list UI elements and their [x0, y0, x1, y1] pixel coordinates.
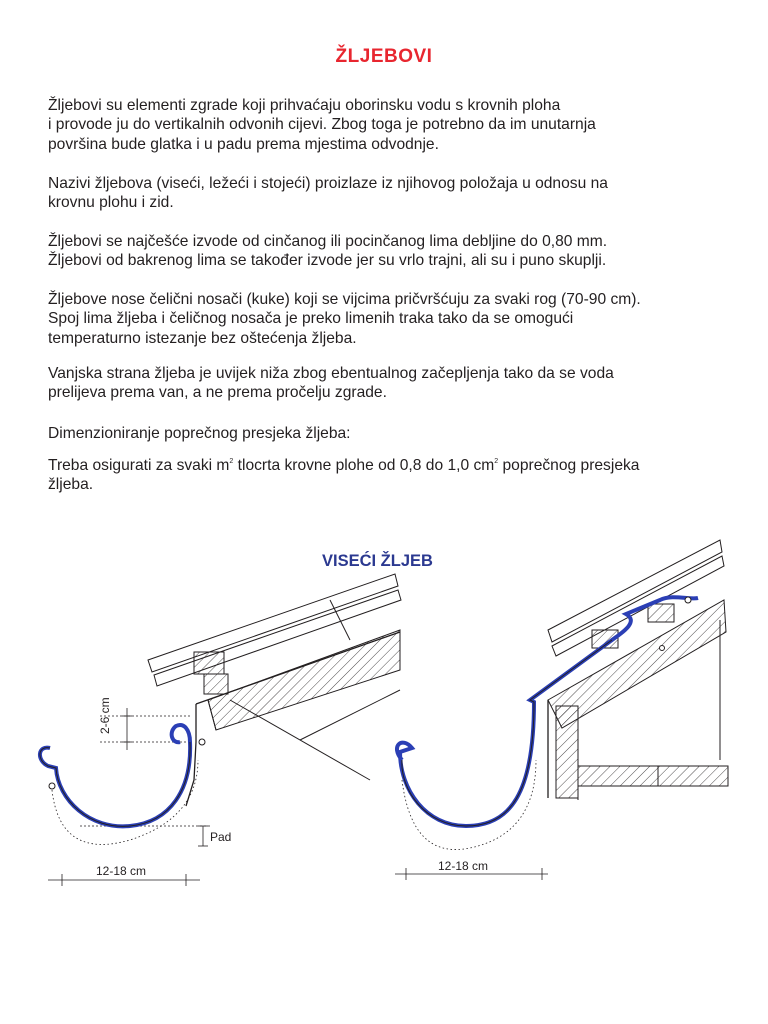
text-fragment: poprečnog presjeka — [498, 457, 640, 474]
paragraph-line: krovnu plohu i zid. — [48, 194, 174, 212]
paragraph-line: temperaturno istezanje bez oštećenja žljeba. — [48, 329, 357, 347]
rafter — [208, 630, 400, 730]
paragraph-line: Žljebovi od bakrenog lima se također izvode jer su vrlo trajni, ali su i puno skuplji. — [48, 252, 607, 270]
rivet — [685, 597, 691, 603]
width-label-right: 12-18 cm — [438, 859, 489, 873]
ceiling-beam — [578, 766, 728, 786]
superscript: 2 — [229, 458, 234, 465]
height-label: 2-6 cm — [98, 697, 112, 734]
paragraph-line: Žljebovi se najčešće izvode od cinčanog ili pocinčanog lima debljine do 0,80 mm. — [48, 233, 608, 250]
paragraph-line: Dimenzioniranje poprečnog presjeka žljeba: — [48, 425, 351, 442]
paragraph — [48, 290, 738, 348]
paragraph — [48, 232, 738, 271]
left-gutter — [40, 725, 205, 826]
paragraph — [48, 424, 738, 443]
diagram-title: VISEĆI ŽLJEB — [322, 552, 433, 570]
paragraph-dimension-rule — [48, 456, 738, 495]
text-fragment: tlocrta krovne plohe od 0,8 do 1,0 cm — [233, 457, 495, 474]
width-label-left: 12-18 cm — [96, 864, 147, 878]
text-fragment: Treba osigurati za svaki m — [48, 457, 230, 474]
gutter-profile — [40, 725, 190, 826]
paragraph-line — [48, 456, 738, 475]
paragraph-line: prelijeva prema van, a ne prema pročelju zgrade. — [48, 384, 387, 402]
paragraph — [48, 96, 738, 154]
paragraph-line: Vanjska strana žljeba je uvijek niža zbog ebentualnog začepljenja tako da se voda — [48, 365, 614, 382]
slope-label: Pad — [210, 830, 232, 844]
page-title: ŽLJEBOVI — [335, 46, 433, 67]
paragraph-line: Žljebovi su elementi zgrade koji prihvaćaju oborinsku vodu s krovnih ploha — [48, 97, 561, 114]
paragraph-line: površina bude glatka i u padu prema mjestima odvodnje. — [48, 135, 439, 153]
rivet — [49, 783, 55, 789]
batten — [194, 652, 224, 674]
batten — [204, 674, 228, 694]
wall — [556, 706, 578, 798]
right-roof-detail — [395, 540, 728, 880]
paragraph — [48, 364, 738, 403]
rivet — [199, 739, 205, 745]
paragraph-line: Spoj lima žljeba i čeličnog nosača je preko limenih traka tako da se omogući — [48, 310, 574, 328]
paragraph — [48, 174, 738, 213]
superscript: 2 — [494, 458, 499, 465]
paragraph-line: žljeba. — [48, 476, 94, 494]
gutter-diagram — [0, 528, 768, 898]
rivet — [660, 646, 665, 651]
paragraph-line: i provode ju do vertikalnih odvonih cijevi. Zbog toga je potrebno da im unutarnja — [48, 116, 596, 134]
paragraph-line: Nazivi žljebova (viseći, ležeći i stojeći) proizlaze iz njihovog položaja u odnosu na — [48, 175, 608, 192]
paragraph-line: Žljebove nose čelični nosači (kuke) koji se vijcima pričvršćuju za svaki rog (70-90 cm). — [48, 291, 641, 308]
batten — [648, 604, 674, 622]
